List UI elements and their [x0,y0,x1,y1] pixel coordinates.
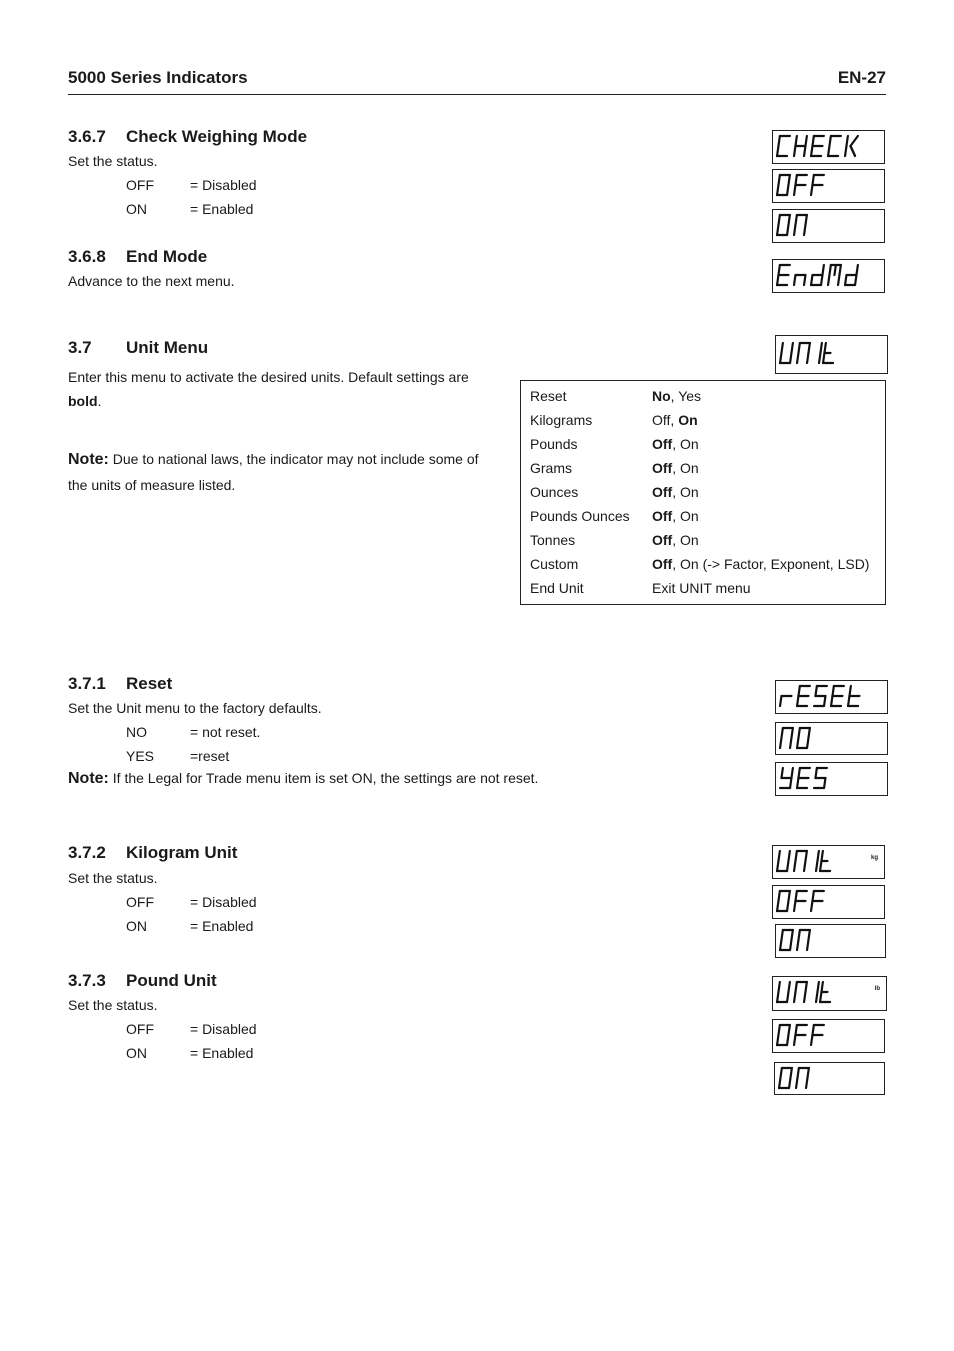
table-cell-rest: , On [672,460,699,476]
section-title: Check Weighing Mode [126,127,308,146]
table-cell-name: Reset [530,388,567,404]
table-cell-name: Kilograms [530,412,593,428]
table-cell-name: Pounds Ounces [530,508,630,524]
table-cell-rest: , On [672,484,699,500]
section-3-7-3-desc: Set the status. [68,997,158,1013]
option-row [126,1045,253,1061]
section-3-7-heading [68,338,208,358]
lcd-glyph [816,851,819,871]
lcd-glyph [823,343,836,363]
lcd-display-off [772,885,885,919]
option-value: = Disabled [190,177,257,193]
note-label: Note: [68,770,109,787]
section-3-6-8-desc: Advance to the next menu. [68,273,235,289]
lcd-glyph [777,982,790,1002]
lcd-glyph [794,136,807,156]
lcd-display-on [772,209,885,243]
table-row [530,436,699,452]
section-number: 3.7 [68,338,92,357]
table-row [530,412,698,428]
lcd-glyph [777,891,790,911]
lcd-display-unit-lb [772,976,887,1011]
option-key: ON [126,201,147,217]
lcd-glyph [797,686,810,706]
table-cell-name: End Unit [530,580,584,596]
table-cell-name: Ounces [530,484,579,500]
section-3-7-2-desc: Set the status. [68,870,158,886]
section-3-7-1-heading [68,674,172,694]
option-row [126,201,253,217]
lcd-glyph [777,265,790,285]
lcd-glyph [848,686,861,706]
lcd-display-off [772,169,885,203]
option-key: ON [126,1045,147,1061]
option-value: = Enabled [190,201,254,217]
table-cell-rest: , On [672,436,699,452]
table-row [530,388,701,404]
table-cell-name: Pounds [530,436,578,452]
lcd-glyph [816,982,819,1002]
lcd-glyph [797,728,810,748]
lcd-glyph [777,1025,790,1045]
note-text: Due to national laws, the indicator may not include some of [108,451,479,467]
option-key: OFF [126,177,154,193]
table-cell-pre: Off, [652,412,679,428]
option-value: =reset [190,748,230,764]
section-3-7-desc-line1: Enter this menu to activate the desired units. Default settings are [68,369,469,385]
section-title: Kilogram Unit [126,843,238,862]
table-row [530,508,699,524]
lcd-display-reset [775,680,888,714]
lcd-glyph [845,136,858,156]
option-row [126,177,257,193]
section-3-7-desc-line2 [68,393,101,409]
lcd-glyph [831,686,844,706]
lcd-glyphs [779,1023,879,1049]
lcd-glyph [811,175,824,195]
lcd-glyphs [779,173,879,199]
note-text: If the Legal for Trade menu item is set ON, the settings are not reset. [108,770,539,786]
lcd-glyph [811,1025,824,1045]
table-cell-default: Off [652,484,673,500]
table-cell-pre: Exit UNIT menu [652,580,751,596]
lcd-glyph [779,1068,792,1088]
lcd-display-check [772,130,885,164]
option-value: = Disabled [190,894,257,910]
lcd-display-on [774,1062,885,1095]
lcd-glyphs [782,341,882,369]
lcd-glyphs [779,980,879,1006]
lcd-glyph [797,930,810,950]
section-number: 3.7.1 [68,674,106,693]
lcd-display-unit-kg [772,845,885,879]
section-3-7-1-desc: Set the Unit menu to the factory defaults. [68,700,322,716]
table-cell-default: Off [652,508,673,524]
lcd-glyph [820,982,833,1002]
option-row [126,724,260,740]
lcd-display-endmd [772,259,885,293]
lcd-glyph [797,343,810,363]
option-row [126,748,229,764]
table-cell-default: Off [652,436,673,452]
lcd-glyph [811,265,824,285]
section-title: Reset [126,674,173,693]
lcd-glyph [777,215,790,235]
bold-word: bold [68,393,98,409]
lcd-display-unit [775,335,888,374]
table-row [530,484,699,500]
table-cell-name: Grams [530,460,572,476]
lcd-glyph [794,982,807,1002]
lcd-glyph [777,851,790,871]
lcd-glyph [819,343,822,363]
page-number: EN-27 [837,68,886,87]
lcd-glyph [796,1068,809,1088]
lcd-display-off [772,1019,885,1053]
section-number: 3.6.8 [68,247,106,266]
section-number: 3.6.7 [68,127,106,146]
section-number: 3.7.2 [68,843,106,862]
lcd-display-on [775,924,886,958]
table-cell-default: No [652,388,671,404]
table-cell-default: Off [652,460,673,476]
lcd-glyphs [779,134,879,160]
lcd-glyph [811,891,824,911]
section-title: Pound Unit [126,971,217,990]
document-header-title: 5000 Series Indicators [68,68,248,87]
lcd-glyph [820,851,833,871]
option-row [126,1021,257,1037]
period: . [97,393,102,409]
table-cell-rest: , On [672,532,699,548]
lcd-glyph [780,696,791,706]
table-row [530,532,699,548]
section-3-7-note-line2: the units of measure listed. [68,477,236,493]
lcd-glyphs [779,849,879,875]
lcd-glyphs [779,889,879,915]
lcd-glyph [814,686,827,706]
kg-annunciator: kg [870,855,878,861]
lcd-glyphs [782,766,882,792]
lcd-glyph [794,215,807,235]
option-key: ON [126,918,147,934]
table-cell-name: Tonnes [530,532,576,548]
option-key: OFF [126,1021,154,1037]
lcd-display-yes [775,762,888,796]
table-cell-rest: , On (-> Factor, Exponent, LSD) [672,556,870,572]
lcd-glyph [828,136,841,156]
lcd-glyphs [779,213,879,239]
table-cell-rest: , On [672,508,699,524]
option-key: NO [126,724,147,740]
lcd-glyphs [782,726,882,752]
option-row [126,918,253,934]
table-cell-default: On [678,412,698,428]
lcd-glyph [794,851,807,871]
lcd-glyph [814,768,827,788]
lcd-glyph [780,343,793,363]
lcd-glyph [777,136,790,156]
lcd-glyph [828,265,841,285]
option-row [126,894,257,910]
section-title: Unit Menu [126,338,209,357]
lcd-glyph [777,175,790,195]
lcd-display-no [775,722,888,755]
lcd-glyph [780,728,793,748]
section-3-6-8-heading [68,247,207,267]
lcd-glyph [845,265,858,285]
lb-annunciator: lb [874,986,880,992]
option-key: YES [126,748,155,764]
option-value: = Disabled [190,1021,257,1037]
lcd-glyph [797,768,810,788]
table-row [530,580,751,596]
section-number: 3.7.3 [68,971,106,990]
option-value: = Enabled [190,918,254,934]
lcd-glyph [794,275,805,285]
section-3-7-note [68,451,479,469]
lcd-glyph [794,891,807,911]
option-value: = Enabled [190,1045,254,1061]
lcd-glyph [794,1025,807,1045]
header-rule [68,94,886,95]
lcd-glyphs [781,1066,881,1092]
table-row [530,556,869,572]
table-cell-name: Custom [530,556,579,572]
section-3-7-2-heading [68,843,237,863]
table-cell-default: Off [652,556,673,572]
section-3-7-1-note [68,770,538,788]
lcd-glyph [794,175,807,195]
lcd-glyphs [782,684,882,710]
section-title: End Mode [126,247,208,266]
lcd-glyph [780,768,793,788]
section-3-6-7-heading [68,127,307,147]
lcd-glyphs [779,263,879,289]
section-3-6-7-desc: Set the status. [68,153,158,169]
option-value: = not reset. [190,724,261,740]
lcd-glyph [780,930,793,950]
lcd-glyphs [782,928,882,954]
note-label: Note: [68,451,109,468]
table-cell-rest: , Yes [670,388,702,404]
unit-menu-table [520,380,886,605]
table-row [530,460,699,476]
option-key: OFF [126,894,154,910]
lcd-glyph [811,136,824,156]
table-cell-default: Off [652,532,673,548]
section-3-7-3-heading [68,971,217,991]
